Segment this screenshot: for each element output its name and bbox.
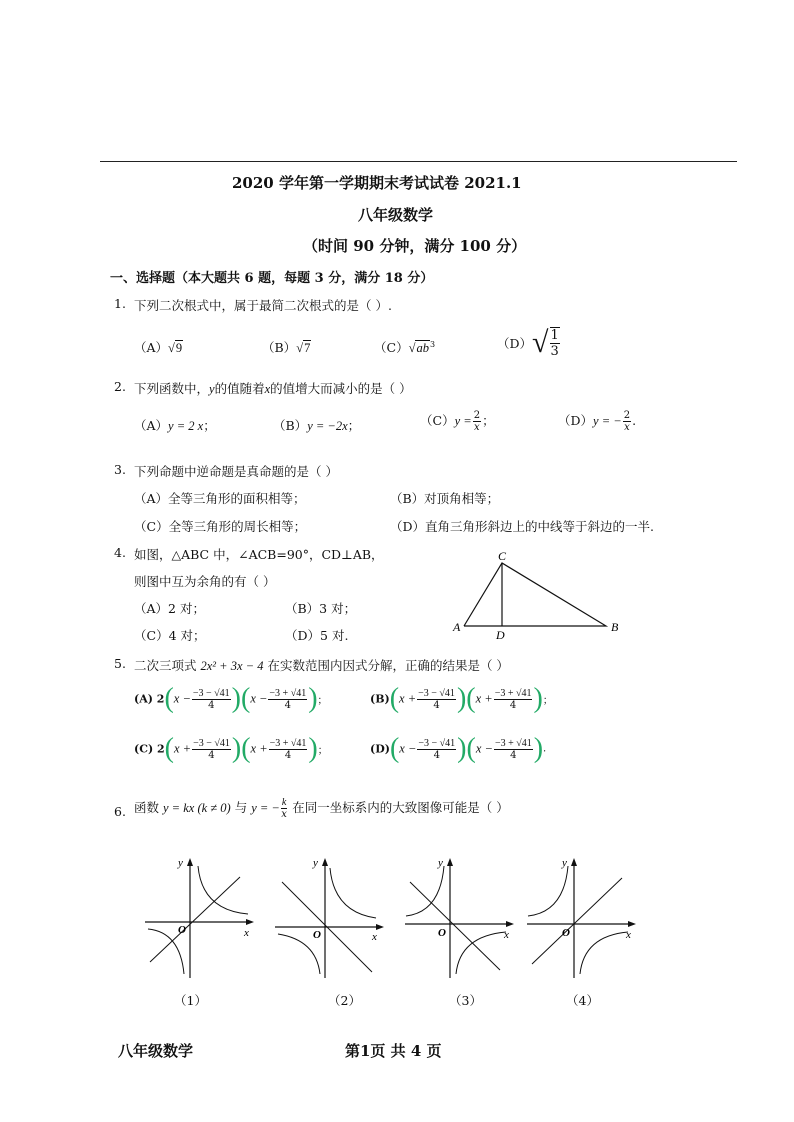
exam-title: 2020 学年第一学期期末考试试卷 2021.1 — [232, 174, 522, 192]
axis-label-y: y — [438, 857, 443, 869]
y-axis-arrow — [571, 858, 577, 866]
q4-option-b: （B）3 对； — [285, 601, 357, 616]
q5-option-b: (B)(x + $\frac{-3 - √41}{4}$ )(x + $\frac{-3 + √41}{4}$ )； — [370, 683, 553, 714]
section-heading: 一、选择题（本大题共 6 题，每题 3 分，满分 18 分） — [110, 271, 434, 286]
q3-option-c: （C）全等三角形的周长相等； — [134, 519, 307, 534]
hyperbola-branch — [528, 866, 568, 916]
label-c: C — [498, 549, 507, 563]
footer-page-number: 第1页 共 4 页 — [345, 1042, 442, 1060]
q4-stem-a: 如图，△ABC 中，∠ACB=90°，CD⊥AB， — [134, 547, 384, 562]
q3-option-a: （A）全等三角形的面积相等； — [134, 491, 306, 506]
q2-option-a: （A）y = 2 x； — [134, 418, 216, 433]
q2-stem: 下列函数中，y的值随着x的值增大而减小的是（ ） — [134, 381, 412, 396]
line-graph — [410, 882, 500, 970]
q4-option-a: （A）2 对； — [134, 601, 205, 616]
q3-option-d: （D）直角三角形斜边上的中线等于斜边的一半. — [390, 519, 654, 534]
hyperbola-branch — [198, 866, 248, 914]
q6-stem: 函数 y = kx (k ≠ 0) 与 y = − $\frac{k}{x}$ 在同一坐标系内的大致图像可能是（ ） — [134, 797, 509, 820]
q4-option-d: （D）5 对. — [285, 628, 349, 643]
header-rule — [100, 161, 737, 162]
hyperbola-branch — [456, 932, 506, 974]
triangle-figure — [440, 548, 630, 643]
line-graph — [532, 878, 622, 964]
q5-option-a: (A) 2(x − $\frac{-3 - √41}{4}$ )(x − $\frac{-3 + √41}{4}$ )； — [134, 683, 328, 714]
q2-option-c: （C）y = $\frac{2}{x}$ ； — [420, 410, 495, 433]
time-info: （时间 90 分钟，满分 100 分） — [303, 237, 527, 255]
q1-stem: 下列二次根式中，属于最简二次根式的是（ ）. — [134, 298, 392, 313]
q1-option-d: （D）√ $\frac{1}{3}$ — [497, 326, 559, 359]
graph-caption-3: （3） — [449, 993, 482, 1008]
q4-stem-b: 则图中互为余角的有（ ） — [134, 574, 276, 589]
axis-label-x: x — [504, 929, 509, 941]
graph-caption-4: （4） — [566, 993, 599, 1008]
hyperbola-branch — [406, 866, 444, 916]
hyperbola-branch — [580, 932, 628, 974]
axis-label-x: x — [626, 929, 631, 941]
label-a: A — [453, 620, 461, 634]
q5-stem: 二次三项式 2x² + 3x − 4 在实数范围内因式分解，正确的结果是（ ） — [134, 658, 509, 673]
line-graph — [150, 877, 240, 962]
axis-label-x: x — [244, 927, 249, 939]
q6-number: 6. — [114, 804, 126, 819]
q4-number: 4. — [114, 545, 126, 560]
q1-option-a: （A）√9 — [134, 340, 183, 355]
triangle-abc — [464, 563, 606, 626]
q2-option-d: （D）y = − $\frac{2}{x}$ . — [558, 410, 637, 433]
q5-option-d: (D)(x − $\frac{-3 - √41}{4}$ )(x − $\frac{-3 + √41}{4}$ ). — [370, 733, 547, 764]
q2-option-b: （B）y = −2x； — [273, 418, 361, 433]
y-axis-arrow — [322, 858, 328, 866]
y-axis-arrow — [447, 858, 453, 866]
origin-label: O — [438, 927, 446, 939]
q1-option-b: （B）√7 — [262, 340, 311, 355]
x-axis-arrow — [246, 919, 254, 925]
label-d: D — [496, 628, 505, 642]
axis-label-y: y — [178, 857, 183, 869]
axis-label-y: y — [562, 857, 567, 869]
axis-label-y: y — [313, 857, 318, 869]
y-axis-arrow — [187, 858, 193, 866]
q2-number: 2. — [114, 379, 126, 394]
origin-label: O — [178, 924, 186, 936]
q1-option-c: $(C)√ab^3$ — [374, 339, 436, 355]
x-axis-arrow — [376, 924, 384, 930]
graph-caption-2: （2） — [328, 993, 361, 1008]
q1-number: 1. — [114, 296, 126, 311]
graph-2 — [270, 852, 390, 982]
q3-option-b: （B）对顶角相等； — [390, 491, 500, 506]
q5-option-c: (C) 2(x + $\frac{-3 - √41}{4}$ )(x + $\frac{-3 + √41}{4}$ )； — [134, 733, 328, 764]
q3-stem: 下列命题中逆命题是真命题的是（ ） — [134, 464, 338, 479]
graph-caption-1: （1） — [174, 993, 207, 1008]
q5-number: 5. — [114, 656, 126, 671]
subject-title: 八年级数学 — [358, 206, 434, 224]
footer-subject: 八年级数学 — [118, 1042, 194, 1060]
label-b: B — [611, 620, 619, 634]
graph-4 — [522, 852, 642, 982]
q3-number: 3. — [114, 462, 126, 477]
axis-label-x: x — [372, 931, 377, 943]
x-axis-arrow — [506, 921, 514, 927]
graph-1 — [140, 852, 260, 982]
x-axis-arrow — [628, 921, 636, 927]
hyperbola-branch — [330, 868, 376, 918]
origin-label: O — [562, 927, 570, 939]
q4-option-c: （C）4 对； — [134, 628, 206, 643]
origin-label: O — [313, 929, 321, 941]
graph-3 — [400, 852, 520, 982]
